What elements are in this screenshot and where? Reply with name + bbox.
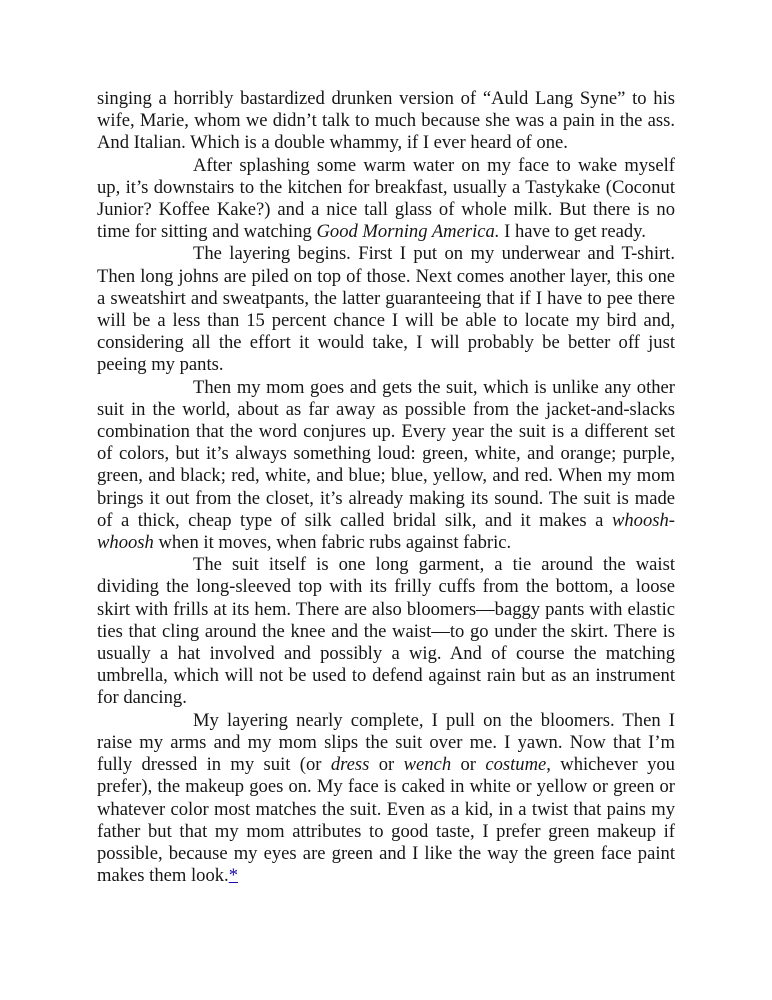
body-paragraph — [97, 710, 675, 888]
italic-text: wench — [403, 754, 452, 776]
paragraph-text: The layering begins. First I put on my underwear and T-shirt. Then long johns are piled on top of those. Next comes another layer, this one a sweatshirt and sweatpants, the latter guaranteeing that if I have to pee there will be a less than 15 percent chance I will be able to locate my bird and, considering all the effort it would take, I will probably be better off just peeing my pants. — [97, 243, 675, 376]
paragraph-text: when it moves, when fabric rubs against fabric. — [153, 532, 512, 554]
paragraph-text: After splashing some warm water on my face to wake myself up, it’s downstairs to the kitchen for breakfast, usually a Tastykake (Coconut Junior? Koffee Kake?) and a nice tall glass of whole milk. But there is no time for sitting and watching — [97, 154, 675, 243]
body-paragraph — [97, 377, 675, 555]
italic-text: dress — [330, 754, 370, 776]
paragraph-text: I have to get ready. — [499, 221, 646, 243]
body-paragraph — [97, 88, 675, 155]
paragraph-text: or — [369, 754, 404, 776]
book-page-body — [97, 88, 675, 887]
paragraph-text: Then my mom goes and gets the suit, which is unlike any other suit in the world, about as far away as possible from the jacket-and-slacks combination that the word conjures up. Every year the suit is a different set of colors, but it’s always something loud: green, white, and orange; purple, green, and black; red, white, and blue; blue, yellow, and red. When my mom brings it out from the closet, it’s already making its sound. The suit is made of a thick, cheap type of silk called bridal silk, and it makes a — [97, 376, 675, 531]
paragraph-text: My layering nearly complete, I pull on the bloomers. Then I raise my arms and my mom slips the suit over me. I yawn. Now that I’m fully dressed in my suit (or — [97, 709, 675, 776]
paragraph-text: , whichever you prefer), the makeup goes on. My face is caked in white or yellow or green or whatever color most matches the suit. Even as a kid, in a twist that pains my father but that my mom attributes to good taste, I prefer green makeup if possible, because my eyes are green and I like the way the green face paint makes them look. — [97, 754, 675, 887]
footnote-link[interactable]: * — [228, 865, 238, 887]
italic-text: whoosh-whoosh — [97, 509, 675, 554]
paragraph-text: singing a horribly bastardized drunken version of “Auld Lang Syne” to his wife, Marie, whom we didn’t talk to much because she was a pain in the ass. And Italian. Which is a double whammy, if I ever heard of one. — [97, 88, 675, 154]
italic-text: costume — [485, 754, 547, 776]
paragraph-text: or — [451, 754, 486, 776]
italic-text: Good Morning America. — [316, 221, 500, 243]
paragraph-text: The suit itself is one long garment, a tie around the waist dividing the long-sleeved top with its frilly cuffs from the bottom, a loose skirt with frills at its hem. There are also bloomers—baggy pants with elastic ties that cling around the knee and the waist—to go under the skirt. There is usually a hat involved and possibly a wig. And of course the matching umbrella, which will not be used to defend against rain but as an instrument for dancing. — [97, 554, 675, 709]
body-paragraph — [97, 155, 675, 244]
body-paragraph — [97, 243, 675, 376]
body-paragraph — [97, 554, 675, 709]
